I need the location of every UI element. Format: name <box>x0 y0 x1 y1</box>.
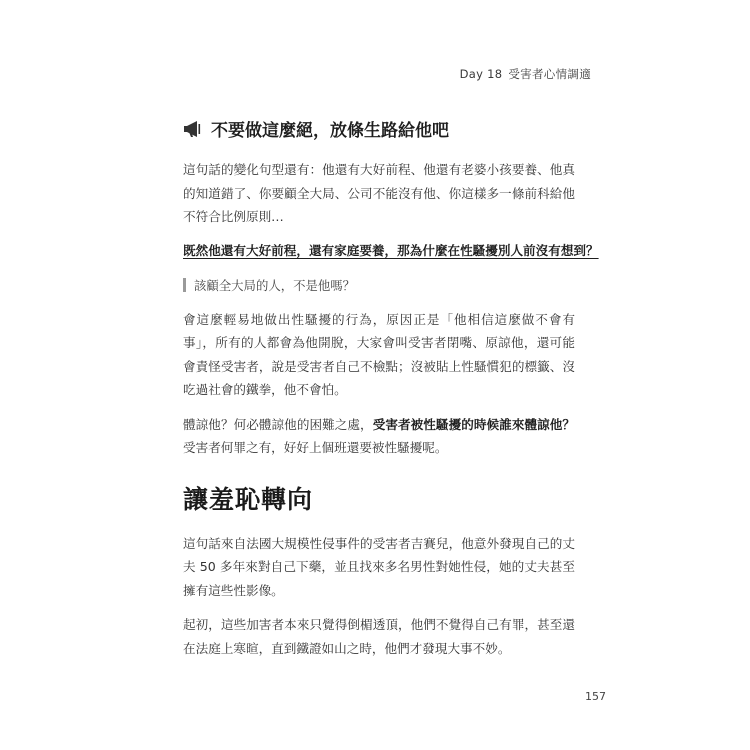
paragraph <box>183 413 575 460</box>
running-head-chapter: 受害者心情調適 <box>508 67 591 81</box>
paragraph: 這句話的變化句型還有：他還有大好前程、他還有老婆小孩要養、他真的知道錯了、你要顧全大局、公司不能沒有他、你這樣多一條前科給他不符合比例原則… <box>183 162 575 224</box>
paragraph: 會這麼輕易地做出性騷擾的行為，原因正是「他相信這麼做不會有事」，所有的人都會為他開脫，大家會叫受害者閉嘴、原諒他，還可能會責怪受害者，說是受害者自己不檢點；沒被貼上性騷慣犯的標籤、沒吃過社會的鐵拳，他不會怕。 <box>183 311 575 397</box>
bold-question-text: 既然他還有大好前程，還有家庭要養，那為什麼在性騷擾別人前沒有想到？ <box>183 242 599 258</box>
section-title-text: 不要做這麼絕，放條生路給他吧 <box>211 121 449 141</box>
chapter-heading: 讓羞恥轉向 <box>183 484 314 514</box>
section-title <box>183 116 575 141</box>
page-content <box>183 116 599 671</box>
pull-quote-text: 該顧全大局的人，不是他嗎？ <box>194 277 356 293</box>
pull-quote <box>183 276 575 294</box>
paragraph-text: 受害者何罪之有，好好上個班還要被性騷擾呢。 <box>183 440 448 455</box>
emphasized-text: 受害者被性騷擾的時候誰來體諒他？ <box>372 416 576 432</box>
paragraph: 起初，這些加害者本來只覺得倒楣透頂，他們不覺得自己有罪，甚至還在法庭上寒暄，直到鐵證如山之時，他們才發現大事不妙。 <box>183 617 575 656</box>
running-head <box>460 66 591 82</box>
running-head-day: Day 18 <box>459 67 503 81</box>
paragraph-text: 體諒他？何必體諒他的困難之處， <box>183 416 373 432</box>
page-number: 157 <box>585 690 606 703</box>
paragraph: 這句話來自法國大規模性侵事件的受害者吉賽兒，他意外發現自己的丈夫 50 多年來對自己下藥，並且找來多名男性對她性侵，她的丈夫甚至擁有這些性影像。 <box>183 535 575 598</box>
quote-bar <box>183 278 186 292</box>
bold-question <box>183 240 599 262</box>
megaphone-icon <box>183 120 205 138</box>
